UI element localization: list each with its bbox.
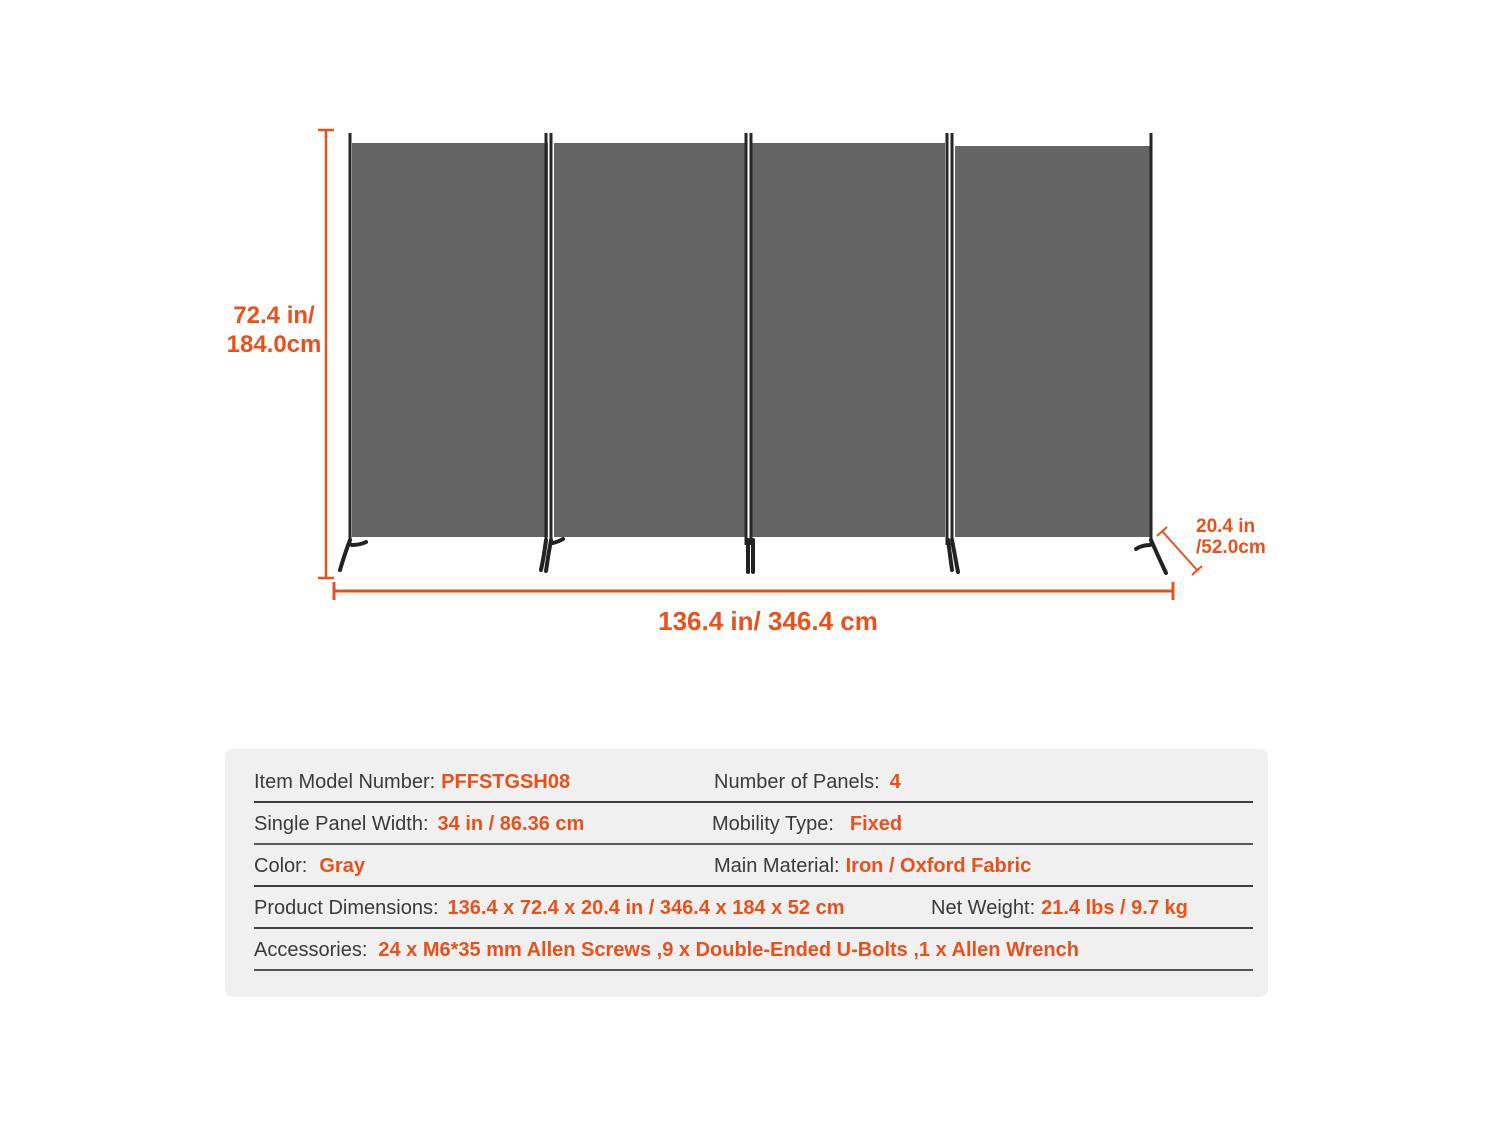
height-cm: 184.0cm bbox=[226, 330, 322, 358]
spec-value: Fixed bbox=[849, 813, 903, 835]
specifications-card bbox=[225, 749, 1268, 997]
spec-label: Net Weight: bbox=[931, 897, 1036, 919]
spec-main-material bbox=[714, 855, 1031, 878]
spec-value: 24 x M6*35 mm Allen Screws ,9 x Double-Ended U-Bolts ,1 x Allen Wrench bbox=[378, 939, 1079, 961]
frame-feet bbox=[340, 539, 1166, 573]
spec-mobility-type bbox=[712, 813, 902, 836]
spec-row bbox=[254, 843, 1253, 887]
spec-model-number bbox=[254, 771, 570, 794]
spec-value: Gray bbox=[319, 855, 365, 877]
width-dimension-line bbox=[334, 582, 1173, 600]
spec-color bbox=[254, 855, 365, 878]
spec-value: 34 in / 86.36 cm bbox=[437, 813, 585, 835]
spec-row bbox=[254, 801, 1253, 845]
spec-value: 136.4 x 72.4 x 20.4 in / 346.4 x 184 x 52 cm bbox=[447, 897, 845, 919]
spec-accessories bbox=[254, 939, 1079, 962]
spec-value: 4 bbox=[889, 771, 901, 793]
spec-label: Mobility Type: bbox=[712, 813, 834, 835]
depth-inches: 20.4 in bbox=[1196, 516, 1256, 537]
spec-value: PFFSTGSH08 bbox=[441, 771, 571, 793]
spec-label: Item Model Number: bbox=[254, 771, 436, 793]
depth-cm: /52.0cm bbox=[1196, 537, 1266, 559]
spec-label: Product Dimensions: bbox=[254, 897, 439, 919]
height-dimension-label bbox=[222, 302, 326, 360]
spec-value: 21.4 lbs / 9.7 kg bbox=[1041, 897, 1188, 919]
spec-label: Color: bbox=[254, 855, 308, 877]
spec-label: Number of Panels: bbox=[714, 771, 880, 793]
spec-label: Single Panel Width: bbox=[254, 813, 429, 835]
spec-number-of-panels bbox=[714, 771, 901, 794]
spec-row bbox=[254, 927, 1253, 971]
spec-net-weight bbox=[931, 897, 1188, 920]
spec-label: Main Material: bbox=[714, 855, 840, 877]
depth-dimension-label bbox=[1196, 516, 1266, 559]
spec-product-dimensions bbox=[254, 897, 845, 920]
spec-label: Accessories: bbox=[254, 939, 368, 961]
width-dimension-label: 136.4 in/ 346.4 cm bbox=[658, 606, 878, 636]
height-inches: 72.4 in/ bbox=[233, 302, 315, 329]
spec-single-panel-width bbox=[254, 813, 584, 836]
spec-row bbox=[254, 759, 1253, 803]
spec-value: Iron / Oxford Fabric bbox=[845, 855, 1032, 877]
spec-row bbox=[254, 885, 1253, 929]
